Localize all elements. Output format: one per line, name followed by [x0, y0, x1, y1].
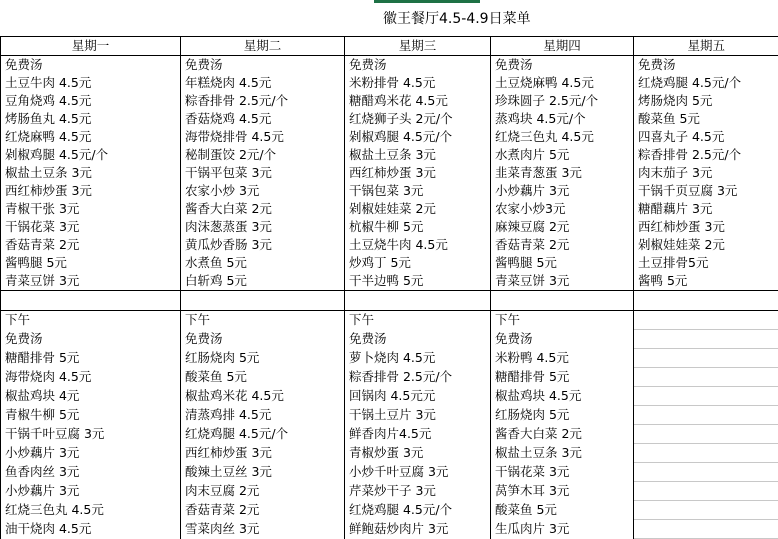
menu-cell[interactable]: 免费汤	[345, 330, 491, 349]
menu-cell[interactable]: 青菜豆饼 3元	[491, 272, 634, 291]
afternoon-row	[1, 387, 778, 406]
menu-cell[interactable]: 雪菜肉丝 3元	[181, 520, 345, 539]
menu-cell[interactable]: 香菇青菜 2元	[1, 236, 181, 254]
afternoon-label[interactable]: 下午	[181, 311, 345, 330]
lunch-row	[1, 74, 778, 92]
menu-cell[interactable]: 干锅土豆片 3元	[345, 406, 491, 425]
menu-cell[interactable]: 米粉排骨 4.5元	[345, 74, 491, 92]
afternoon-row	[1, 330, 778, 349]
menu-cell[interactable]: 农家小炒3元	[491, 200, 634, 218]
menu-cell[interactable]: 年糕烧肉 4.5元	[181, 74, 345, 92]
menu-cell[interactable]: 回锅肉 4.5元元	[345, 387, 491, 406]
menu-cell[interactable]: 土豆牛肉 4.5元	[1, 74, 181, 92]
menu-cell[interactable]	[634, 425, 778, 444]
menu-cell[interactable]: 糖醋藕片 3元	[634, 200, 778, 218]
menu-cell[interactable]: 干锅包菜 3元	[345, 182, 491, 200]
menu-cell[interactable]: 小炒藕片 3元	[491, 182, 634, 200]
menu-cell[interactable]: 红烧鸡腿 4.5元/个	[345, 501, 491, 520]
menu-cell[interactable]: 剁椒娃娃菜 2元	[634, 236, 778, 254]
afternoon-row	[1, 368, 778, 387]
menu-cell[interactable]: 海带烧肉 4.5元	[1, 368, 181, 387]
menu-cell[interactable]	[634, 330, 778, 349]
menu-cell[interactable]: 生瓜肉片 3元	[491, 520, 634, 539]
menu-cell[interactable]: 干锅花菜 3元	[1, 218, 181, 236]
menu-cell[interactable]	[634, 444, 778, 463]
menu-cell[interactable]: 红烧鸡腿 4.5元/个	[634, 74, 778, 92]
menu-cell[interactable]: 青椒干张 3元	[1, 200, 181, 218]
menu-cell[interactable]: 土豆排骨5元	[634, 254, 778, 272]
empty-cell[interactable]	[1, 291, 181, 311]
menu-cell[interactable]: 杭椒牛柳 5元	[345, 218, 491, 236]
afternoon-row	[1, 444, 778, 463]
menu-cell[interactable]: 椒盐土豆条 3元	[491, 444, 634, 463]
menu-cell[interactable]	[634, 406, 778, 425]
menu-cell[interactable]: 麻辣豆腐 2元	[491, 218, 634, 236]
menu-cell[interactable]: 四喜丸子 4.5元	[634, 128, 778, 146]
lunch-row	[1, 56, 778, 75]
menu-cell[interactable]	[634, 501, 778, 520]
menu-cell[interactable]: 椒盐鸡米花 4.5元	[181, 387, 345, 406]
afternoon-row	[1, 482, 778, 501]
afternoon-row	[1, 425, 778, 444]
menu-cell[interactable]: 青椒牛柳 5元	[1, 406, 181, 425]
lunch-row	[1, 236, 778, 254]
afternoon-row	[1, 349, 778, 368]
menu-cell[interactable]: 秘制蛋饺 2元/个	[181, 146, 345, 164]
lunch-row	[1, 272, 778, 291]
afternoon-label-row	[1, 311, 778, 330]
empty-cell[interactable]	[345, 291, 491, 311]
afternoon-row	[1, 406, 778, 425]
menu-cell[interactable]: 剁椒鸡腿 4.5元/个	[1, 146, 181, 164]
lunch-row	[1, 182, 778, 200]
menu-cell[interactable]: 珍珠圆子 2.5元/个	[491, 92, 634, 110]
menu-cell[interactable]: 酱鸭 5元	[634, 272, 778, 291]
menu-cell[interactable]: 免费汤	[181, 56, 345, 75]
menu-cell[interactable]: 红烧狮子头 2元/个	[345, 110, 491, 128]
menu-cell[interactable]: 小炒千叶豆腐 3元	[345, 463, 491, 482]
lunch-row	[1, 218, 778, 236]
menu-cell[interactable]: 小炒藕片 3元	[1, 482, 181, 501]
lunch-row	[1, 200, 778, 218]
menu-cell[interactable]: 干锅平包菜 3元	[181, 164, 345, 182]
day-header[interactable]: 星期一	[1, 37, 181, 56]
menu-cell[interactable]	[634, 463, 778, 482]
menu-cell[interactable]: 土豆烧牛肉 4.5元	[345, 236, 491, 254]
menu-cell[interactable]: 糖醋鸡米花 4.5元	[345, 92, 491, 110]
menu-cell[interactable]: 酱鸭腿 5元	[491, 254, 634, 272]
day-header[interactable]: 星期二	[181, 37, 345, 56]
menu-cell[interactable]: 黄瓜炒香肠 3元	[181, 236, 345, 254]
menu-cell[interactable]	[634, 482, 778, 501]
menu-cell[interactable]: 椒盐鸡块 4元	[1, 387, 181, 406]
menu-cell[interactable]: 烤肠烧肉 5元	[634, 92, 778, 110]
menu-cell[interactable]: 烤肠鱼丸 4.5元	[1, 110, 181, 128]
menu-cell[interactable]: 粽香排骨 2.5元/个	[345, 368, 491, 387]
menu-cell[interactable]: 红烧三色丸 4.5元	[1, 501, 181, 520]
menu-cell[interactable]: 肉末茄子 3元	[634, 164, 778, 182]
menu-cell[interactable]: 免费汤	[1, 56, 181, 75]
menu-title: 徽王餐厅4.5-4.9日菜单	[383, 8, 531, 28]
menu-cell[interactable]: 免费汤	[491, 330, 634, 349]
afternoon-row	[1, 463, 778, 482]
menu-cell[interactable]: 酱鸭腿 5元	[1, 254, 181, 272]
menu-cell[interactable]: 粽香排骨 2.5元/个	[634, 146, 778, 164]
menu-cell[interactable]: 韭菜青葱蛋 3元	[491, 164, 634, 182]
afternoon-label[interactable]: 下午	[491, 311, 634, 330]
menu-cell[interactable]: 米粉鸭 4.5元	[491, 349, 634, 368]
menu-cell[interactable]: 鲜鲍菇炒肉片 3元	[345, 520, 491, 539]
menu-cell[interactable]: 干锅千叶豆腐 3元	[1, 425, 181, 444]
menu-cell[interactable]: 青椒炒蛋 3元	[345, 444, 491, 463]
menu-cell[interactable]: 香菇青菜 2元	[181, 501, 345, 520]
menu-cell[interactable]: 红烧鸡腿 4.5元/个	[181, 425, 345, 444]
menu-cell[interactable]	[634, 349, 778, 368]
menu-cell[interactable]: 土豆烧麻鸭 4.5元	[491, 74, 634, 92]
menu-cell[interactable]: 免费汤	[345, 56, 491, 75]
menu-cell[interactable]: 红肠烧肉 5元	[491, 406, 634, 425]
day-header-row	[1, 37, 778, 56]
menu-cell[interactable]: 海带烧排骨 4.5元	[181, 128, 345, 146]
menu-cell[interactable]: 干锅千页豆腐 3元	[634, 182, 778, 200]
menu-cell[interactable]: 豆角烧鸡 4.5元	[1, 92, 181, 110]
menu-cell[interactable]: 芹菜炒干子 3元	[345, 482, 491, 501]
empty-cell[interactable]	[181, 291, 345, 311]
menu-cell[interactable]: 水煮肉片 5元	[491, 146, 634, 164]
menu-cell[interactable]: 小炒藕片 3元	[1, 444, 181, 463]
menu-cell[interactable]: 肉沫葱蒸蛋 3元	[181, 218, 345, 236]
cell-selection-indicator	[374, 0, 480, 3]
menu-cell[interactable]: 蒸鸡块 4.5元/个	[491, 110, 634, 128]
menu-cell[interactable]: 西红柿炒蛋 3元	[345, 164, 491, 182]
lunch-row	[1, 128, 778, 146]
menu-cell[interactable]: 香菇青菜 2元	[491, 236, 634, 254]
menu-cell[interactable]	[634, 368, 778, 387]
menu-cell[interactable]: 白斩鸡 5元	[181, 272, 345, 291]
menu-cell[interactable]: 剁椒娃娃菜 2元	[345, 200, 491, 218]
menu-cell[interactable]: 红烧三色丸 4.5元	[491, 128, 634, 146]
menu-cell[interactable]: 免费汤	[1, 330, 181, 349]
empty-cell[interactable]	[634, 311, 778, 330]
sheet-title-row	[0, 0, 778, 36]
menu-cell[interactable]: 炒鸡丁 5元	[345, 254, 491, 272]
menu-cell[interactable]: 干锅花菜 3元	[491, 463, 634, 482]
menu-cell[interactable]: 糖醋排骨 5元	[491, 368, 634, 387]
menu-cell[interactable]: 西红柿炒蛋 3元	[1, 182, 181, 200]
menu-cell[interactable]: 粽香排骨 2.5元/个	[181, 92, 345, 110]
menu-cell[interactable]: 免费汤	[491, 56, 634, 75]
menu-cell[interactable]: 莴笋木耳 3元	[491, 482, 634, 501]
menu-cell[interactable]: 糖醋排骨 5元	[1, 349, 181, 368]
menu-cell[interactable]: 水煮鱼 5元	[181, 254, 345, 272]
menu-cell[interactable]: 肉末豆腐 2元	[181, 482, 345, 501]
afternoon-row	[1, 501, 778, 520]
menu-cell[interactable]: 椒盐土豆条 3元	[1, 164, 181, 182]
menu-cell[interactable]: 酸菜鱼 5元	[491, 501, 634, 520]
afternoon-row	[1, 520, 778, 539]
empty-cell[interactable]	[491, 291, 634, 311]
menu-cell[interactable]: 西红柿炒蛋 3元	[634, 218, 778, 236]
menu-cell[interactable]: 椒盐鸡块 4.5元	[491, 387, 634, 406]
menu-cell[interactable]: 萝卜烧肉 4.5元	[345, 349, 491, 368]
menu-table	[0, 36, 778, 539]
menu-cell[interactable]: 香菇烧鸡 4.5元	[181, 110, 345, 128]
menu-cell[interactable]: 西红柿炒蛋 3元	[181, 444, 345, 463]
menu-cell[interactable]: 鱼香肉丝 3元	[1, 463, 181, 482]
menu-cell[interactable]: 剁椒鸡腿 4.5元/个	[345, 128, 491, 146]
menu-cell[interactable]: 红烧麻鸭 4.5元	[1, 128, 181, 146]
menu-cell[interactable]: 酸辣土豆丝 3元	[181, 463, 345, 482]
day-header[interactable]: 星期五	[634, 37, 778, 56]
menu-cell[interactable]: 鲜香肉片4.5元	[345, 425, 491, 444]
empty-cell[interactable]	[634, 291, 778, 311]
menu-cell[interactable]: 干半边鸭 5元	[345, 272, 491, 291]
menu-cell[interactable]: 青菜豆饼 3元	[1, 272, 181, 291]
day-header[interactable]: 星期三	[345, 37, 491, 56]
menu-cell[interactable]: 油干烧肉 4.5元	[1, 520, 181, 539]
afternoon-label[interactable]: 下午	[345, 311, 491, 330]
lunch-row	[1, 164, 778, 182]
menu-cell[interactable]	[634, 520, 778, 539]
lunch-row	[1, 110, 778, 128]
lunch-row	[1, 146, 778, 164]
lunch-row	[1, 254, 778, 272]
menu-cell[interactable]	[634, 387, 778, 406]
menu-cell[interactable]: 农家小炒 3元	[181, 182, 345, 200]
menu-cell[interactable]: 红肠烧肉 5元	[181, 349, 345, 368]
menu-cell[interactable]: 免费汤	[634, 56, 778, 75]
menu-cell[interactable]: 酱香大白菜 2元	[491, 425, 634, 444]
lunch-row	[1, 92, 778, 110]
blank-row	[1, 291, 778, 311]
menu-cell[interactable]: 酱香大白菜 2元	[181, 200, 345, 218]
menu-cell[interactable]: 清蒸鸡排 4.5元	[181, 406, 345, 425]
afternoon-label[interactable]: 下午	[1, 311, 181, 330]
day-header[interactable]: 星期四	[491, 37, 634, 56]
menu-cell[interactable]: 椒盐土豆条 3元	[345, 146, 491, 164]
menu-cell[interactable]: 免费汤	[181, 330, 345, 349]
menu-cell[interactable]: 酸菜鱼 5元	[634, 110, 778, 128]
menu-cell[interactable]: 酸菜鱼 5元	[181, 368, 345, 387]
